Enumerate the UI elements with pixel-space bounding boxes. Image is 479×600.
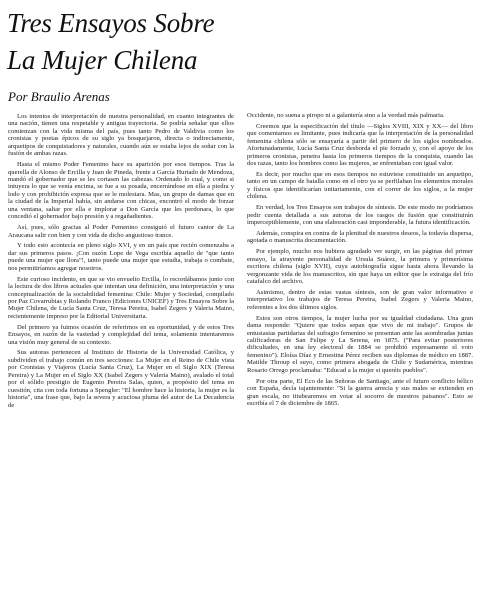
article-left-column [8,113,234,409]
right-paragraph-4: En verdad, los Tres Ensayos son trabajos de síntesis. De este modo no podríamos pedir cuenta detallada a sus autoras de los rasgos de fusión que constituirán imperceptiblemente, con una elaboración casi imponderable, la futura identificación. [247,204,473,227]
left-paragraph-5: Este curioso incidente, en que se vio envuelto Ercilla, lo recordábamos junto con la lectura de dos libros actuales que intentan una definición, una interpretación y una conceptualización de la sociabilidad femenina: Chile: Mujer y Sociedad, compilado por Paz Covarrubias y Rolando Franco (Ediciones UNICEF) y Tres Ensayos Sobre la Mujer Chilena, de Lucía Santa Cruz, Teresa Pereira, Isabel Zegers y Valeria Maino, recientemente impreso por la Editorial Universitaria. [8,275,234,320]
left-paragraph-6: Del primero ya fuimos ocasión de referirnos en su oportunidad, y de estos Tres Ensayos, en razón de la vastedad y complejidad del tema, solamente intentaremos una visión muy general de su contexto. [8,323,234,346]
right-paragraph-7: Asimismo, dentro de estas vastas síntesis, son de gran valor informativo e interpretativo los trabajos de Teresa Pereira, Isabel Zegers y Valeria Maino, referentes a los dos últimos siglos. [247,288,473,311]
left-paragraph-2: Hasta el mismo Poder Femenino hace su aparición por esos tiempos. Tras la querella de Alonso de Ercilla y Juan de Pineda, frente a García Hurtado de Mendoza, mandó el gobernador que se les cortasen las cabezas. Ordenado lo cual, y como si intuyera lo que se venía encima, se fue a su posada, encerrándose en ella a piedra y lodo y con prohibición expresa que se le molestara. Mas, un grupo de damas que en la ciudad de la Imperial había, sin andarse con chicas, encontró el modo de forzar una ventana, saltar por ella e implorar a Don García que les perdonara, lo que concedió el gobernador bajo presión y a regañadientes. [8,161,234,221]
left-paragraph-1: Los intentos de interpretación de nuestra personalidad, en cuanto integrantes de una nación, tienen una respetable y antigua trayectoria. Se podría señalar que ellos comienzan con la vida misma del país, pues tanto Pedro de Valdivia como los cronistas y poetas épicos de su siglo ya bosquejaron, directa o indirectamente, arquetipos de conquistadores y naturales, cuando aún se estaba lejos de soñar con la fusión de ambas razas. [8,113,234,158]
right-paragraph-6: Por ejemplo, mucho nos hubiera agradado ver surgir, en las páginas del primer ensayo, la atrayente personalidad de Ursula Suárez, la primera y primerísima escritora chilena (siglo XVII), cuya autobiografía sigue hasta ahora llevando la vergonzante vida de los manuscritos, sin que haya un editor que le extraiga del frío catafalco del archivo. [247,248,473,286]
article-right-column [247,112,473,407]
right-paragraph-5: Además, conspira en contra de la plenitud de nuestros deseos, la todavía dispersa, agotada o manuscrita documentación. [247,229,473,245]
right-paragraph-9: Por otra parte, El Eco de las Señoras de Santiago, ante el futuro conflicto bélico con España, decía tajantemente: "Si la guerra arrecia y sus males se extienden en gran escala, no titubearemos en votar al socorro de nuestros paisanos". Esto se escribía el 7 de diciembre de 1865. [247,377,473,407]
article-byline: Por Braulio Arenas [8,89,110,104]
left-paragraph-3: Así, pues, sólo gracias al Poder Femenino consiguió el futuro cantor de La Araucana salir con bien y con vida de dicho angustioso trance. [8,224,234,239]
article-title [7,5,214,79]
right-paragraph-8: Estos son otros tiempos, la mujer lucha por su igualdad ciudadana. Una gran dama responde: "Quiere que todos sepan que vivo de mi trabajo". Grupos de entusiastas partidarias del sufragio femenino se presentan ante las asombradas juntas calificadoras de San Felipe y La Serena, en 1875. ("Para evitar posteriores dificultades, en una ley electoral de 1884 se prohibió expresamente el voto femenino"). Eloísa Díaz y Ernestina Pérez reciben sus diplomas de médico en 1887. Matilde Throup el suyo, como primera abogada de Chile y Sudamérica, mientras Rosario Orrego proclamaba: "Educad a la mujer si queréis pueblos". [247,314,473,374]
right-paragraph-3: Es decir, por mucho que en esos tiempos no estuviese constituido un arquetipo, tanto en un campo de batalla como en el otro ya se perfilaban los elementos morales y físicos que identificarían unitariamente, con el correr de los siglos, a la mujer chilena. [247,170,473,201]
left-paragraph-7: Sus autoras pertenecen al Instituto de Historia de la Universidad Católica, y subdividen el trabajo común en tres secciones: La Mujer en el Reino de Chile vista por Cronistas y Viajeros (Lucía Santa Cruz), La Mujer en el Siglo XIX (Teresa Pereira) y La Mujer en el Siglo XX (Isabel Zegers y Valeria Maino), avalado el total por el sólido prestigio de Eugenio Pereira Salas, quien, a propósito del tema en cuestión, cita con toda fortuna a Spengler: "El hombre hace la historia, la mujer es la historia", una frase que, bajo la severa y acuciosa pluma del autor de La Decadencia de [8,349,234,409]
left-paragraph-4: Y todo esto acontecía en pleno siglo XVI, y en un país que recién comenzaba a dar sus primeros pasos. ¡Con razón Lope de Vega escribía aquello de "que tanto puede una mujer que llora"!, tanto puede una mujer que estudia, trabaja o combate, nos permitiríamos agregar nosotros. [8,242,234,272]
right-paragraph-1: Occidente, no suena a piropo ni a galantería sino a la verdad más palmaria. [247,112,445,119]
article-title-line-1: Tres Ensayos Sobre [7,8,215,38]
article-title-line-2: La Mujer Chilena [7,45,198,75]
right-paragraph-2: Creemos que la especificación del título —Siglos XVIII, XIX y XX— del libro que comentamos es limitante, pues indicaría que la interpretación de la personalidad femenina chilena sólo se ensayaría a partir del primero de los siglos nombrados. Afortunadamente, Lucía Santa Cruz desborda el pie forzado y, con el apoyo de los primeros cronistas, penetra hasta los primeros tiempos de la conquista, cuando las dos razas, tanto los hombres como las mujeres, se enfrentaban con igual valor. [247,122,473,168]
